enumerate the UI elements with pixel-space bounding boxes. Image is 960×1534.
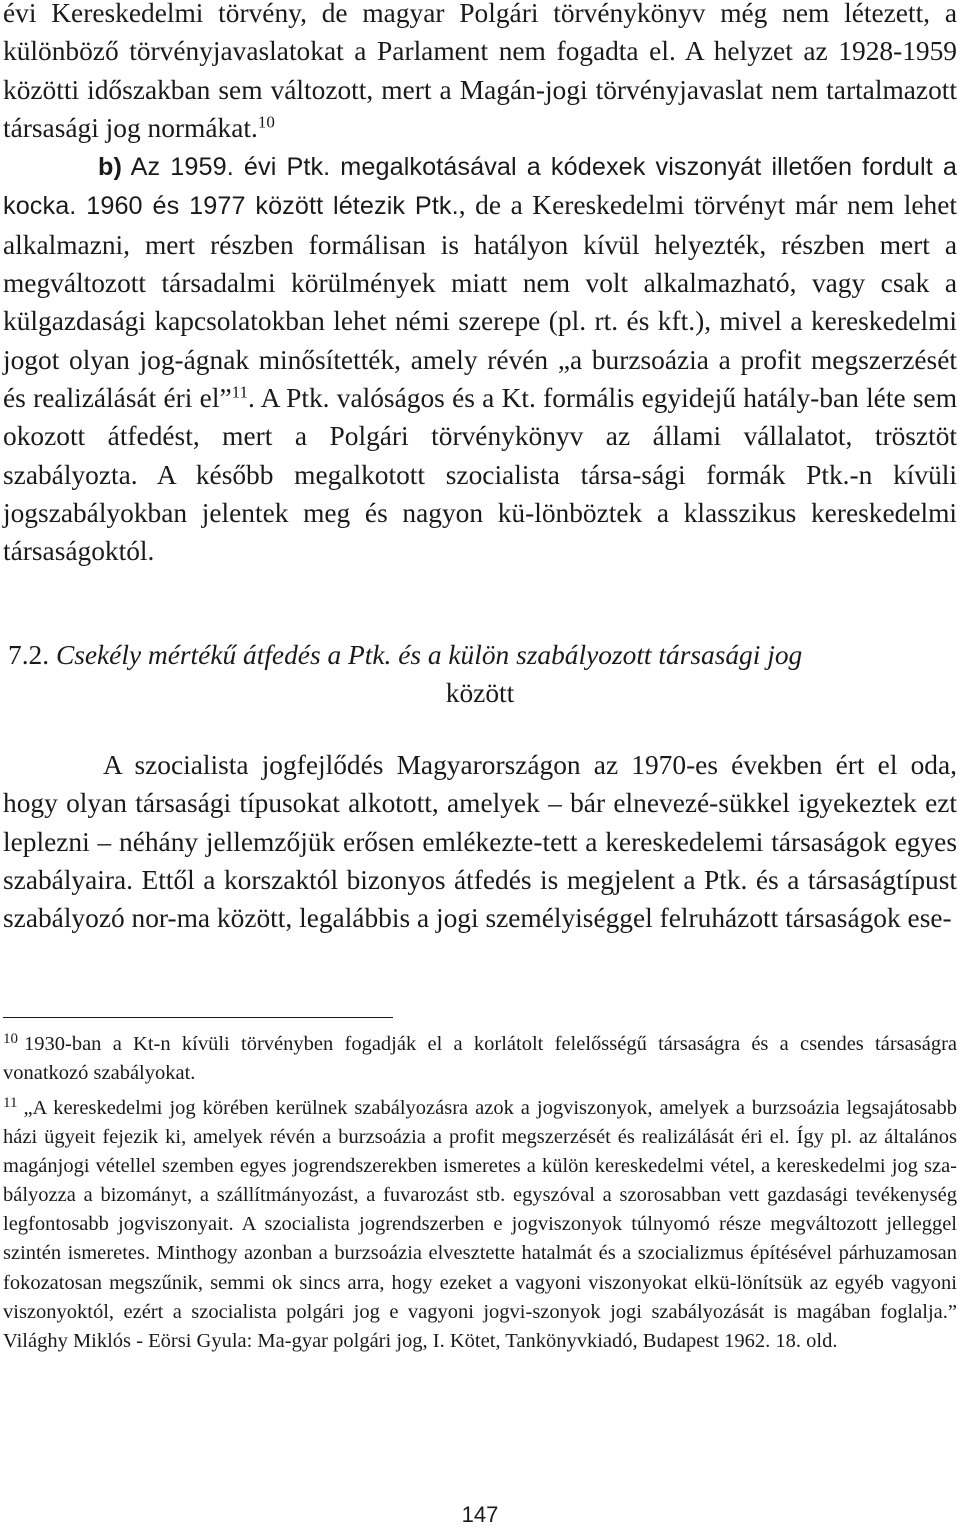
section-heading-line-1 (3, 636, 957, 674)
paragraph-2 (3, 746, 957, 937)
page-number: 147 (461, 1502, 499, 1527)
section-b-continuation: , de a Kereskedelmi törvényt már nem lehet alkalmazni, mert részben formálisan is hatályon kívül helyezték, részben mert a megváltozott társadalmi körülmények miatt nem volt alkalmazható, vagy csak a külgazdasági kapcsolatokban lehet némi szerepe (pl. rt. és kft.), mivel a kereskedelmi jogot olyan jog-ágnak minősítették, amely révén „a burzsoázia a profit megszerzését és realizálását éri el” (3, 190, 957, 413)
footnote-10-text: 1930-ban a Kt-n kívüli törvényben fogadják el a korlátolt felelősségű társaságra és a csendes társaságra vonatkozó szabályokat. (3, 1033, 957, 1085)
footnote-11-text: „A kereskedelmi jog körében kerülnek szabályozásra azok a jogviszonyok, amelyek a burzsoázia legsajátosabb házi ügyeit fejezik ki, amelyek révén a burzsoázia a profit megszerzését és realizálását éri el. Így pl. az általános magánjogi vétellel szemben egyes jogrendszerekben ismeretes a külön kereskedelmi vétel, a kereskedelmi jog sza-bályozza a bizományt, a szállítmányozást, a fuvarozást stb. egyszóval a szorosabban vett gazdasági tevékenység legfontosabb jogviszonyait. A szocialista jogrendszerben e jogviszonyok túlnyomó része megváltozott jelleggel szintén ismeretes. Minthogy azonban a burzsoázia elvesztette hatalmát és a szocializmus építésével párhuzamosan fokozatosan megszűnik, semmi ok sincs arra, hogy ezeket a vagyoni viszonyokat elkü-lönítsük az egyéb vagyoni viszonyoktól, ezért a szocialista polgári jog e vagyoni jogvi-szonyok jogi szabályozását is magában foglalja.” Világhy Miklós - Eörsi Gyula: Ma-gyar polgári jog, I. Kötet, Tankönyvkiadó, Budapest 1962. 18. old. (3, 1097, 957, 1352)
paragraph-2-text: A szocialista jogfejlődés Magyarországon az 1970-es években ért el oda, hogy olyan társasági típusokat alkotott, amelyek – bár elnevezé-sükkel igyekeztek ezt leplezni – néhány jellemzőjük erősen emlékezte-tett a kereskedelemi társaságok egyes szabályaira. Ettől a korszaktól bizonyos átfedés is megjelent a Ptk. és a társaságtípust szabályozó nor-ma között, legalábbis a jogi személyiséggel felruházott társaságok ese- (3, 750, 957, 934)
section-b-label: b) (98, 153, 122, 182)
footnote-separator (3, 1017, 393, 1018)
footnote-10 (3, 1030, 957, 1088)
footnote-11-number: 11 (3, 1094, 18, 1111)
section-b-paragraph (3, 147, 957, 570)
section-b-ending: . A Ptk. valóságos és a Kt. formális egyidejű hatály-ban léte sem okozott átfedést, mert a Polgári törvénykönyv az állami vállalatot, trösztöt szabályozta. A később megalkotott szocialista társa-sági formák Ptk.-n kívüli jogszabályokban jelentek meg és nagyon kü-lönböztek a klasszikus kereskedelmi társaságoktól. (3, 382, 957, 567)
section-heading-number: 7.2. (8, 640, 50, 670)
footnote-ref-11[interactable]: 11 (231, 382, 248, 402)
section-heading-line-2: között (445, 678, 515, 709)
paragraph-1-text (3, 0, 957, 147)
section-heading (3, 636, 957, 713)
paragraph-1-opening: évi Kereskedelmi törvény, de magyar Polgári törvénykönyv még nem létezett, a különböző törvényjavaslatokat a Parlament nem fogadta el. A helyzet az 1928-1959 közötti időszakban sem változott, mert a Magán-jogi törvényjavaslat nem tartalmazott társasági jog normákat. (3, 0, 957, 143)
footnote-11 (3, 1094, 957, 1356)
section-heading-title: Csekély mértékű átfedés a Ptk. és a külön szabályozott társasági jog (49, 640, 803, 670)
footnote-10-number: 10 (3, 1030, 18, 1047)
footnote-ref-10[interactable]: 10 (257, 112, 275, 132)
paragraph-1 (3, 0, 957, 570)
section-b-text: Az 1959. évi Ptk. megalkotásával a kódexek viszonyát illetően fordult a kocka. 1960 és 1977 között létezik Ptk. (3, 153, 957, 221)
